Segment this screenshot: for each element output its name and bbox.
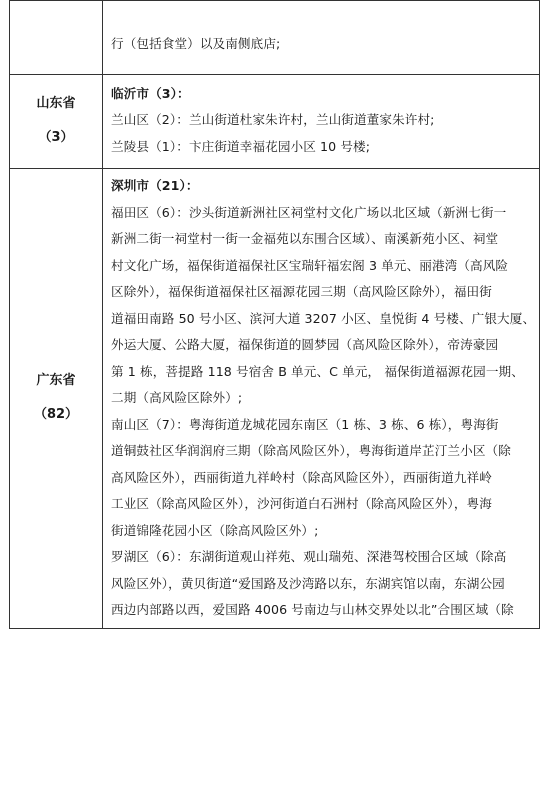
area-line: 村文化广场，福保街道福保社区宝瑞轩福宏阁 3 单元、丽港湾（高风险 (111, 257, 509, 273)
city-heading: 临沂市（3）： (111, 85, 190, 101)
province-cell (10, 169, 103, 629)
area-line: 行（包括食堂）以及南侧底店; (111, 36, 281, 51)
area-list-cell (103, 74, 540, 169)
province-name: 山东省 (36, 95, 76, 111)
province-count: （82） (33, 407, 79, 423)
area-line: 风险区外），黄贝街道“爱国路及沙湾路以东，东湖宾馆以南，东湖公园 (111, 575, 505, 591)
province-cell (10, 1, 103, 75)
risk-area-table (9, 0, 540, 629)
area-line: 兰山区（2）：兰山街道杜家朱许村，兰山街道董家朱许村; (111, 112, 435, 127)
area-line: 兰陵县（1）：卞庄街道幸福花园小区 10 号楼; (111, 138, 371, 154)
area-line: 道福田南路 50 号小区、滨河大道 3207 小区、皇悦街 4 号楼、广银大厦、 (111, 310, 536, 326)
area-line: 工业区（除高风险区外），沙河街道白石洲村（除高风险区外），粤海 (111, 496, 492, 511)
province-count: （3） (38, 130, 74, 146)
area-line: 南山区（7）：粤海街道龙城花园东南区（1 栋、3 栋、6 栋），粤海街 (111, 416, 499, 432)
area-list-cell (103, 1, 540, 75)
area-line: 西边内部路以西，爱国路 4006 号南边与山林交界处以北”合围区域（除 (111, 602, 514, 617)
area-line: 区除外），福保街道福保社区福源花园三期（高风险区除外），福田街 (111, 284, 492, 299)
city-heading: 深圳市（21）： (111, 178, 199, 193)
table-row (10, 1, 540, 75)
area-line: 外运大厦、公路大厦，福保街道的圆梦园（高风险区除外），帝涛豪园 (111, 337, 499, 352)
area-line: 高风险区外），西丽街道九祥岭村（除高风险区外），西丽街道九祥岭 (111, 469, 492, 485)
area-line: 罗湖区（6）：东湖街道观山祥苑、观山瑞苑、深港驾校围合区域（除高 (111, 549, 507, 564)
area-line: 福田区（6）：沙头街道新洲社区祠堂村文化广场以北区域（新洲七街一 (111, 204, 507, 220)
area-list-cell (103, 169, 540, 629)
province-cell (10, 74, 103, 169)
area-line: 第 1 栋，菩提路 118 号宿舍 B 单元、C 单元， 福保街道福源花园一期、 (111, 363, 524, 379)
province-name: 广东省 (36, 372, 76, 388)
table-row (10, 74, 540, 169)
table-row (10, 169, 540, 629)
area-line: 新洲二街一祠堂村一街一金福苑以东围合区域）、南溪新苑小区、祠堂 (111, 231, 499, 246)
area-line: 二期（高风险区除外）; (111, 390, 243, 405)
area-line: 道铜鼓社区华润润府三期（除高风险区外），粤海街道岸芷汀兰小区（除 (111, 443, 511, 458)
area-line: 街道锦隆花园小区（除高风险区外）; (111, 522, 319, 538)
